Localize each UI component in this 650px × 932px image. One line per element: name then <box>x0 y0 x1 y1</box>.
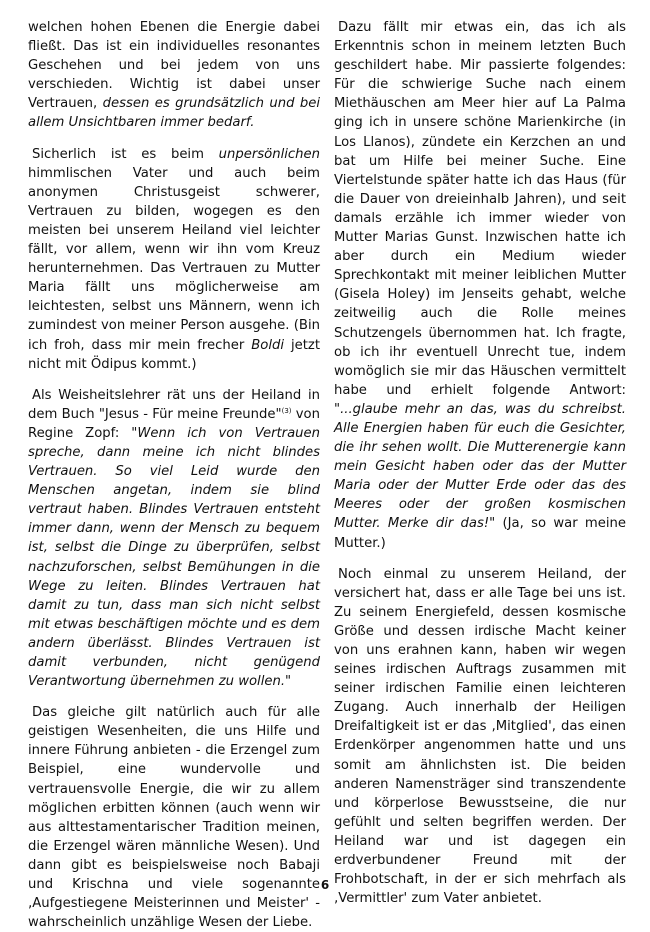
paragraph <box>28 145 320 374</box>
paragraph <box>28 18 320 133</box>
paragraph <box>334 18 626 553</box>
quote-italic: "Wenn ich von Vertrauen spreche, dann meine ich nicht blindes Vertrauen. So viel Leid wurde den Menschen angetan, indem sie blind vertraut haben. Blindes Vertrauen entsteht immer dann, wenn der Mensch zu bequem ist, selbst die Dinge zu überprüfen, selbst nachzuforschen, selbst Bemühungen in die Wege zu leiten. Blindes Vertrauen hat damit zu tun, dass man sich nicht selbst mit etwas beschäftigen möchte und es dem andern überlässt. Blindes Vertrauen ist damit verbunden, nicht genügend Verantwortung übernehmen zu wollen." <box>28 425 320 690</box>
italic-run: Boldi <box>251 337 285 353</box>
right-column <box>334 18 626 908</box>
paragraph <box>28 386 320 692</box>
quote-italic: "...glaube mehr an das, was du schreibst. Alle Energien haben für euch die Gesichter, die ihr sehen wollt. Die Mutterenergie kann mein Gesicht haben oder das der Mutter Maria oder der Mutter Erde oder das des Meeres oder der großen kosmischen Mutter. Merke dir das!" <box>334 401 626 532</box>
text-run: (Ja, so war meine Mutter.) <box>334 516 626 551</box>
left-column <box>28 18 320 932</box>
italic-run: dessen es grundsätzlich und bei allem Unsichtbaren immer bedarf. <box>28 96 321 131</box>
text-run: Als Weisheitslehrer rät uns der Heiland in dem Buch "Jesus - Für meine Freunde" <box>28 387 320 422</box>
text-run: Noch einmal zu unserem Heiland, der versichert hat, dass er alle Tage bei uns ist. Zu seinem Energiefeld, dessen kosmische Größe und dessen irdische Macht keiner von uns erahnen kann, haben wir wegen seines irdischen Auftrags zusammen mit seiner irdischen Familie einen leichteren Zugang. Auch innerhalb der Heiligen Dreifaltigkeit ist er das ‚Mitglied', das einen Erdenkörper angenommen hatte und uns somit am ähnlichsten ist. Die beiden anderen Namensträger sind transzendente und körperlose Bewusstseine, die nur gefühlt und selten begriffen werden. Der Heiland war und ist dagegen ein erdverbundener Freund mit der Frohbotschaft, in der er sich mehrfach als ‚Vermittler' zum Vater anbietet. <box>334 566 626 907</box>
page-number: 6 <box>320 878 330 892</box>
text-run: von Regine Zopf: <box>28 406 320 441</box>
paragraph <box>334 565 626 909</box>
footnote-reference: (3) <box>281 406 292 415</box>
text-run: jetzt nicht mit Ödipus kommt.) <box>28 337 320 372</box>
italic-run: unpersönlichen <box>218 146 320 162</box>
text-run: Sicherlich ist es beim <box>32 146 219 162</box>
text-run: himmlischen Vater und auch beim anonymen Christusgeist schwerer, Vertrauen zu bilden, wogegen es den meisten bei unserem Heiland viel leichter fällt, vor allem, wenn wir ihn vom Kreuz herunternehmen. Das Vertrauen zu Mutter Maria fällt uns möglicherweise am leichtesten, selbst uns Männern, wenn ich zumindest von meiner Person ausgehe. (Bin ich froh, dass mir mein frecher <box>28 165 320 353</box>
text-run: Das gleiche gilt natürlich auch für alle geistigen Wesenheiten, die uns Hilfe und innere Führung anbieten - die Erzengel zum Beispiel, eine wundervolle und vertrauensvolle Energie, die wir zu allem möglichen erbitten können (auch wenn wir aus alttestamentarischer Tradition meinen, die Erzengel wären männliche Wesen). Und dann gibt es beispielsweise noch Babaji und Krischna und viele sogenannte ‚Aufgestiegene Meisterinnen und Meister' - wahrscheinlich unzählige Wesen der Liebe. <box>28 705 320 931</box>
paragraph <box>28 703 320 932</box>
text-run: welchen hohen Ebenen die Energie dabei fließt. Das ist ein individuelles resonantes Geschehen und bei jedem von uns verschieden. Wichtig ist dabei unser Vertrauen, <box>28 20 320 112</box>
text-run: Dazu fällt mir etwas ein, das ich als Erkenntnis schon in meinem letzten Buch geschildert habe. Mir passierte folgendes: Für die schwierige Suche nach einem Miethäuschen am Meer hier auf La Palma ging ich in unsere schöne Marienkirche (in Los Llanos), zündete ein Kerzchen an und bat um Hilfe bei meiner Suche. Eine Viertelstunde später hatte ich das Haus (für die Dauer von dreieinhalb Jahren), und seit damals erzähle ich immer wieder von Mutter Marias Gunst. Inzwischen hatte ich aber durch ein Medium wieder Sprechkontakt mit meiner leiblichen Mutter (Gisela Holey) im Jenseits gehabt, welche zeitweilig auch die Rolle meines Schutzengels übernommen hat. Ich fragte, ob ich ihr eventuell Unrecht tue, indem womöglich sie mir das Häuschen vermittelt habe und erhielt folgende Antwort: <box>334 20 626 398</box>
